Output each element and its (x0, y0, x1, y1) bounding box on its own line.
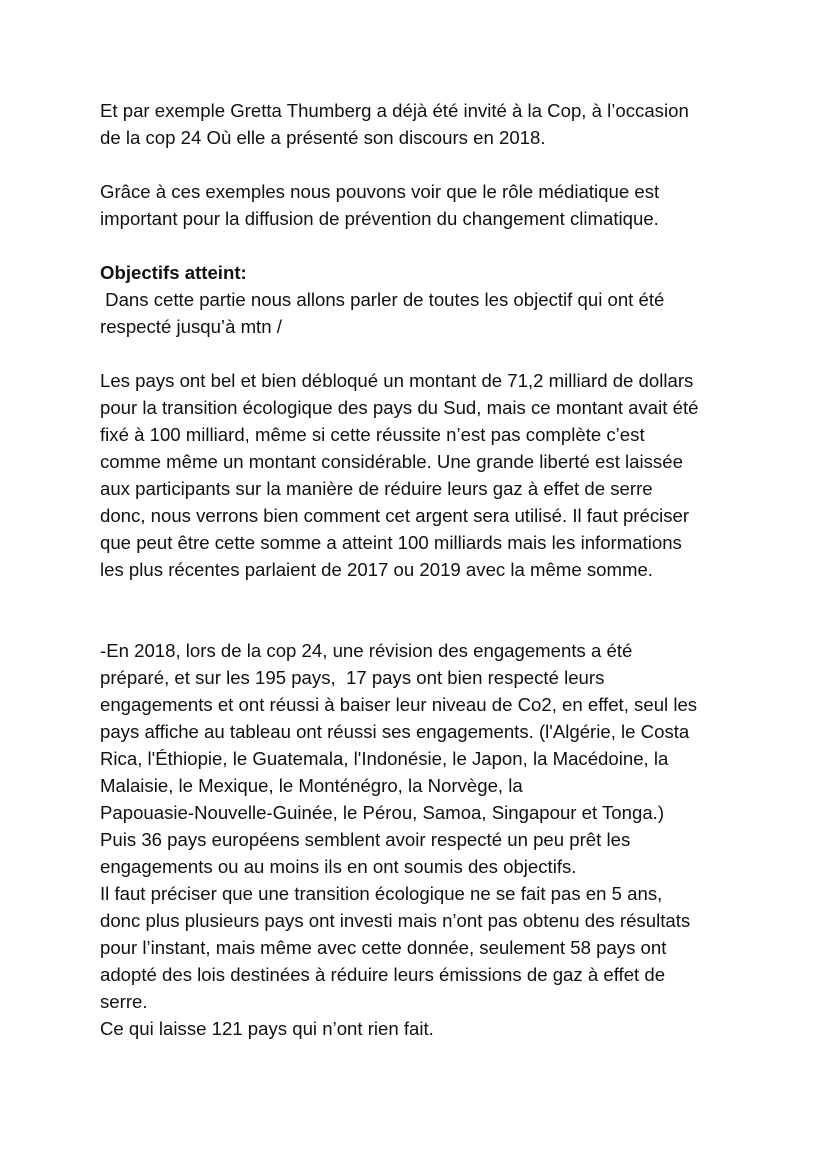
paragraph-funding (100, 367, 740, 583)
text-line: donc plus plusieurs pays ont investi mais n’ont pas obtenu des résultats (100, 910, 691, 931)
text-line: que peut être cette somme a atteint 100 milliards mais les informations (100, 532, 682, 553)
text-line: Puis 36 pays européens semblent avoir respecté un peu prêt les (100, 829, 631, 850)
text-line: Et par exemple Gretta Thumberg a déjà été invité à la Cop, à l’occasion (100, 100, 689, 121)
text-line: pour la transition écologique des pays du Sud, mais ce montant avait été (100, 397, 699, 418)
text-line: préparé, et sur les 195 pays, 17 pays ont bien respecté leurs (100, 667, 605, 688)
text-line: Malaisie, le Mexique, le Monténégro, la Norvège, la (100, 775, 523, 796)
text-line: Ce qui laisse 121 pays qui n’ont rien fait. (100, 1018, 434, 1039)
text-line: comme même un montant considérable. Une grande liberté est laissée (100, 451, 683, 472)
section-heading: Objectifs atteint: (100, 262, 247, 283)
text-line: Rica, l'Éthiopie, le Guatemala, l'Indonésie, le Japon, la Macédoine, la (100, 748, 669, 769)
text-line: engagements et ont réussi à baiser leur niveau de Co2, en effet, seul les (100, 694, 698, 715)
text-line: Papouasie-Nouvelle-Guinée, le Pérou, Samoa, Singapour et Tonga.) (100, 802, 665, 823)
paragraph-gap (100, 340, 740, 367)
text-line: serre. (100, 991, 148, 1012)
text-line: donc, nous verrons bien comment cet argent sera utilisé. Il faut préciser (100, 505, 690, 526)
paragraph-intro (100, 286, 740, 340)
document-page (100, 97, 740, 1042)
text-line: Il faut préciser que une transition écologique ne se fait pas en 5 ans, (100, 883, 663, 904)
text-line: de la cop 24 Où elle a présenté son discours en 2018. (100, 127, 546, 148)
text-line: pays affiche au tableau ont réussi ses engagements. (l'Algérie, le Costa (100, 721, 690, 742)
paragraph-media-role (100, 178, 740, 232)
text-line: important pour la diffusion de prévention du changement climatique. (100, 208, 659, 229)
text-line: engagements ou au moins ils en ont soumis des objectifs. (100, 856, 577, 877)
text-line: -En 2018, lors de la cop 24, une révision des engagements a été (100, 640, 633, 661)
text-line: fixé à 100 milliard, même si cette réussite n’est pas complète c’est (100, 424, 645, 445)
text-line: aux participants sur la manière de réduire leurs gaz à effet de serre (100, 478, 653, 499)
paragraph-greta (100, 97, 740, 151)
text-line: respecté jusqu’à mtn / (100, 316, 282, 337)
text-line: Dans cette partie nous allons parler de toutes les objectif qui ont été (100, 289, 665, 310)
paragraph-gap (100, 232, 740, 259)
text-line: Les pays ont bel et bien débloqué un montant de 71,2 milliard de dollars (100, 370, 694, 391)
text-line: Grâce à ces exemples nous pouvons voir que le rôle médiatique est (100, 181, 660, 202)
text-line: les plus récentes parlaient de 2017 ou 2019 avec la même somme. (100, 559, 653, 580)
text-line: adopté des lois destinées à réduire leurs émissions de gaz à effet de (100, 964, 666, 985)
text-line: pour l’instant, mais même avec cette donnée, seulement 58 pays ont (100, 937, 667, 958)
paragraph-gap-large (100, 583, 740, 637)
paragraph-cop24-review (100, 637, 740, 1042)
paragraph-gap (100, 151, 740, 178)
